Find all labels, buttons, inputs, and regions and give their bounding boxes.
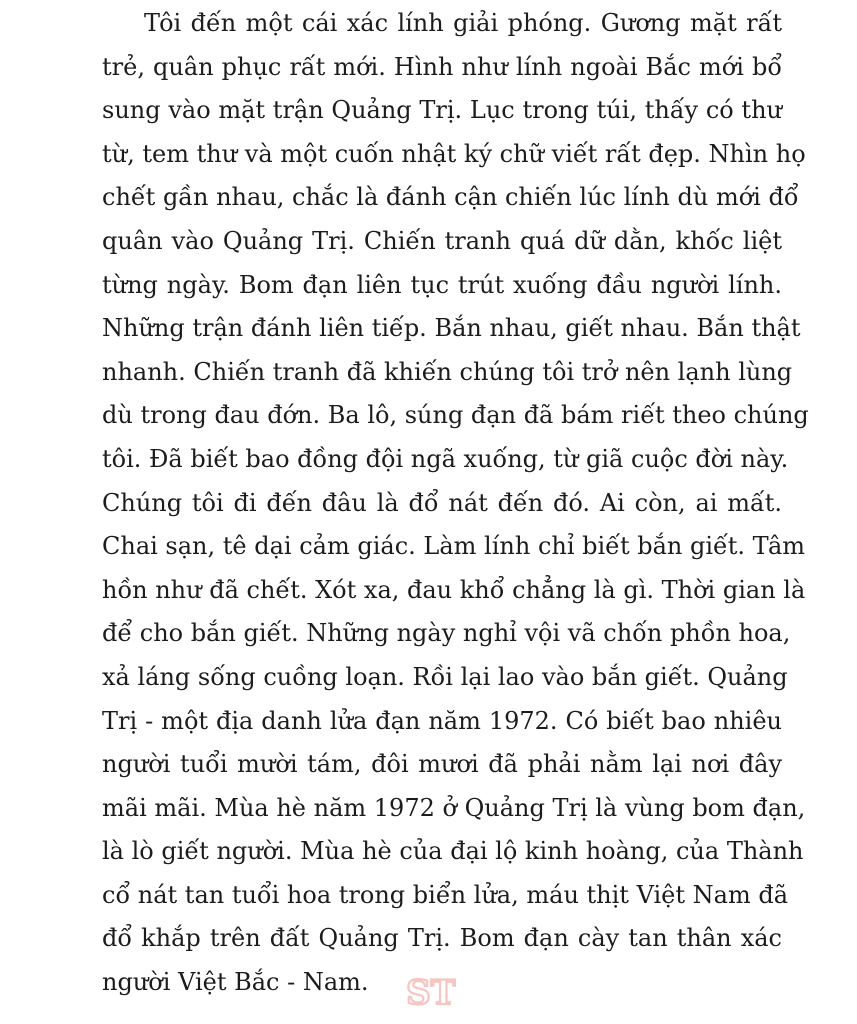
text-line: Tôi đến một cái xác lính giải phóng. Gương mặt rất	[144, 9, 782, 37]
text-line: để cho bắn giết. Những ngày nghỉ vội vã chốn phồn hoa,	[102, 619, 791, 648]
text-line: Trị - một địa danh lửa đạn năm 1972. Có biết bao nhiêu	[102, 706, 782, 735]
text-line: Chai sạn, tê dại cảm giác. Làm lính chỉ biết bắn giết. Tâm	[102, 532, 806, 561]
text-line: Chúng tôi đi đến đâu là đổ nát đến đó. Ai còn, ai mất.	[102, 488, 782, 517]
publisher-logo-icon	[406, 968, 456, 1014]
logo-letters: ST	[406, 973, 456, 1013]
text-line: dù trong đau đớn. Ba lô, súng đạn đã bám riết theo chúng	[102, 401, 809, 430]
text-line: quân vào Quảng Trị. Chiến tranh quá dữ dằn, khốc liệt	[102, 226, 782, 255]
text-line: hồn như đã chết. Xót xa, đau khổ chẳng là gì. Thời gian là	[102, 575, 806, 604]
text-line: đổ khắp trên đất Quảng Trị. Bom đạn cày tan thân xác	[102, 924, 782, 953]
text-line: Những trận đánh liên tiếp. Bắn nhau, giết nhau. Bắn thật	[102, 314, 801, 343]
text-line: tôi. Đã biết bao đồng đội ngã xuống, từ giã cuộc đời này.	[102, 444, 789, 473]
text-line-last: người Việt Bắc - Nam.	[102, 968, 369, 997]
text-line: là lò giết người. Mùa hè của đại lộ kinh hoàng, của Thành	[102, 837, 804, 866]
text-line: từ, tem thư và một cuốn nhật ký chữ viết rất đẹp. Nhìn họ	[102, 139, 806, 168]
text-line: từng ngày. Bom đạn liên tục trút xuống đầu người lính.	[102, 270, 782, 299]
text-line: mãi mãi. Mùa hè năm 1972 ở Quảng Trị là vùng bom đạn,	[102, 793, 806, 822]
text-line: nhanh. Chiến tranh đã khiến chúng tôi trở nên lạnh lùng	[102, 357, 793, 386]
text-line: cổ nát tan tuổi hoa trong biển lửa, máu thịt Việt Nam đã	[102, 880, 789, 909]
text-line: sung vào mặt trận Quảng Trị. Lục trong túi, thấy có thư	[102, 96, 782, 125]
text-line: chết gần nhau, chắc là đánh cận chiến lúc lính dù mới đổ	[102, 183, 799, 212]
text-line: người tuổi mười tám, đôi mươi đã phải nằm lại nơi đây	[102, 750, 782, 779]
text-line: trẻ, quân phục rất mới. Hình như lính ngoài Bắc mới bổ	[102, 52, 782, 81]
body-paragraph	[102, 2, 809, 1005]
text-line: xả láng sống cuồng loạn. Rồi lại lao vào bắn giết. Quảng	[102, 662, 788, 691]
